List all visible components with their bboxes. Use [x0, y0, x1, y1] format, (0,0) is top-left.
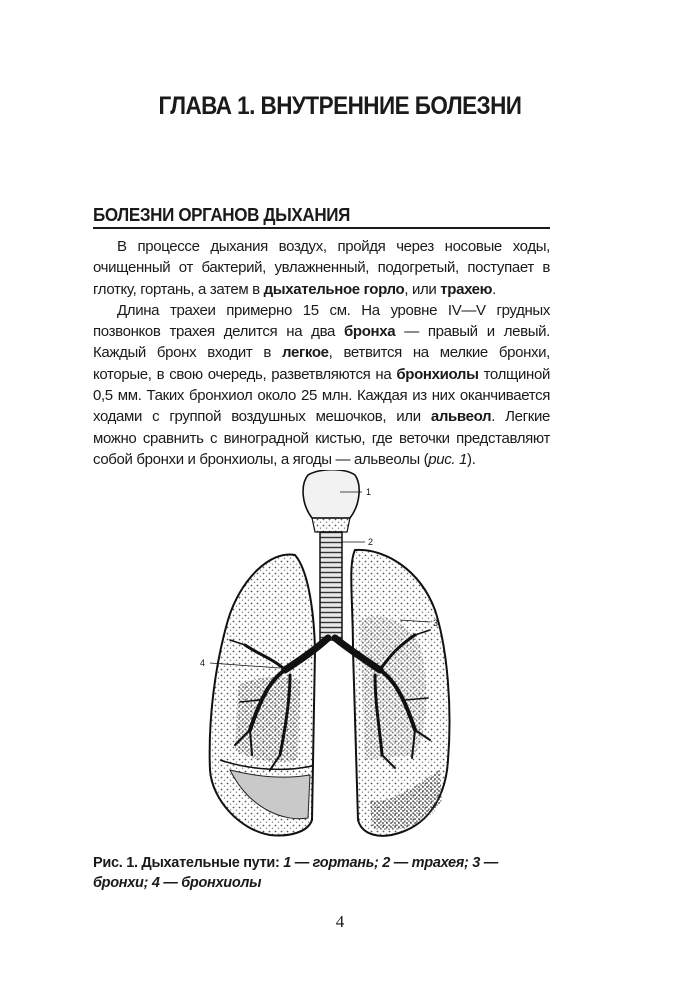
- p2-text-1: Длина трахеи примерно 15 см. На уровне IV—V грудных позвонков трахея делится на два: [93, 301, 550, 341]
- p1-text-1: В процессе дыхания воздух, пройдя через носовые ходы, очищенный от бактерий, увлажненный, подогретый, поступает в глотку, гортань, а затем в: [93, 238, 550, 298]
- p2-term-bronchioles: бронхиолы: [396, 365, 479, 383]
- body-text: [93, 236, 550, 470]
- p1-text-3: .: [492, 280, 496, 298]
- p2-text-3: , ветвится на мелкие бронхи, которые, в свою очередь, разветвляются на: [93, 344, 551, 383]
- page-number: 4: [335, 912, 345, 931]
- p2-term-alveoli: альвеол: [430, 408, 492, 426]
- p1-term-windpipe: дыхательное горло: [263, 280, 405, 298]
- section-underline: [93, 227, 550, 229]
- p1-text-2: , или: [404, 280, 441, 298]
- chapter-title: ГЛАВА 1. ВНУТРЕННИЕ БОЛЕЗНИ: [158, 92, 522, 120]
- label-bronchioles: 4: [200, 658, 206, 668]
- p2-text-4: толщиной 0,5 мм. Таких бронхиол около 25 млн. Каждая из них оканчивается ходами с группой воздушных мешочков, или: [93, 365, 550, 426]
- caption-prefix: Рис. 1. Дыхательные пути:: [93, 855, 284, 871]
- label-trachea: 2: [368, 537, 374, 547]
- p1-term-trachea: трахею: [440, 280, 493, 298]
- paragraph-2: [93, 300, 550, 470]
- label-larynx: 1: [366, 487, 372, 497]
- label-bronchi: 3: [433, 618, 439, 628]
- trachea-shape: [320, 532, 342, 640]
- p2-text-5: . Легкие можно сравнить с виноградной кистью, где веточки представляют собой бронхи и бронхиолы, а ягоды — альвеолы (: [93, 408, 550, 468]
- p2-text-2: — правый и левый. Каждый бронх входит в: [93, 323, 550, 362]
- p2-text-6: ).: [467, 450, 476, 468]
- larynx-shape: [303, 470, 359, 518]
- section-title: БОЛЕЗНИ ОРГАНОВ ДЫХАНИЯ: [93, 204, 350, 225]
- caption-items: 1 — гортань; 2 — трахея; 3 — бронхи; 4 — бронхиолы: [93, 855, 498, 891]
- respiratory-tract-illustration: [190, 470, 480, 850]
- p2-figure-ref: рис. 1: [428, 450, 468, 468]
- paragraph-1: [93, 236, 550, 300]
- p2-term-bronchus: бронха: [344, 323, 396, 341]
- p2-term-lung: легкое: [282, 344, 329, 362]
- figure-caption: [93, 853, 553, 893]
